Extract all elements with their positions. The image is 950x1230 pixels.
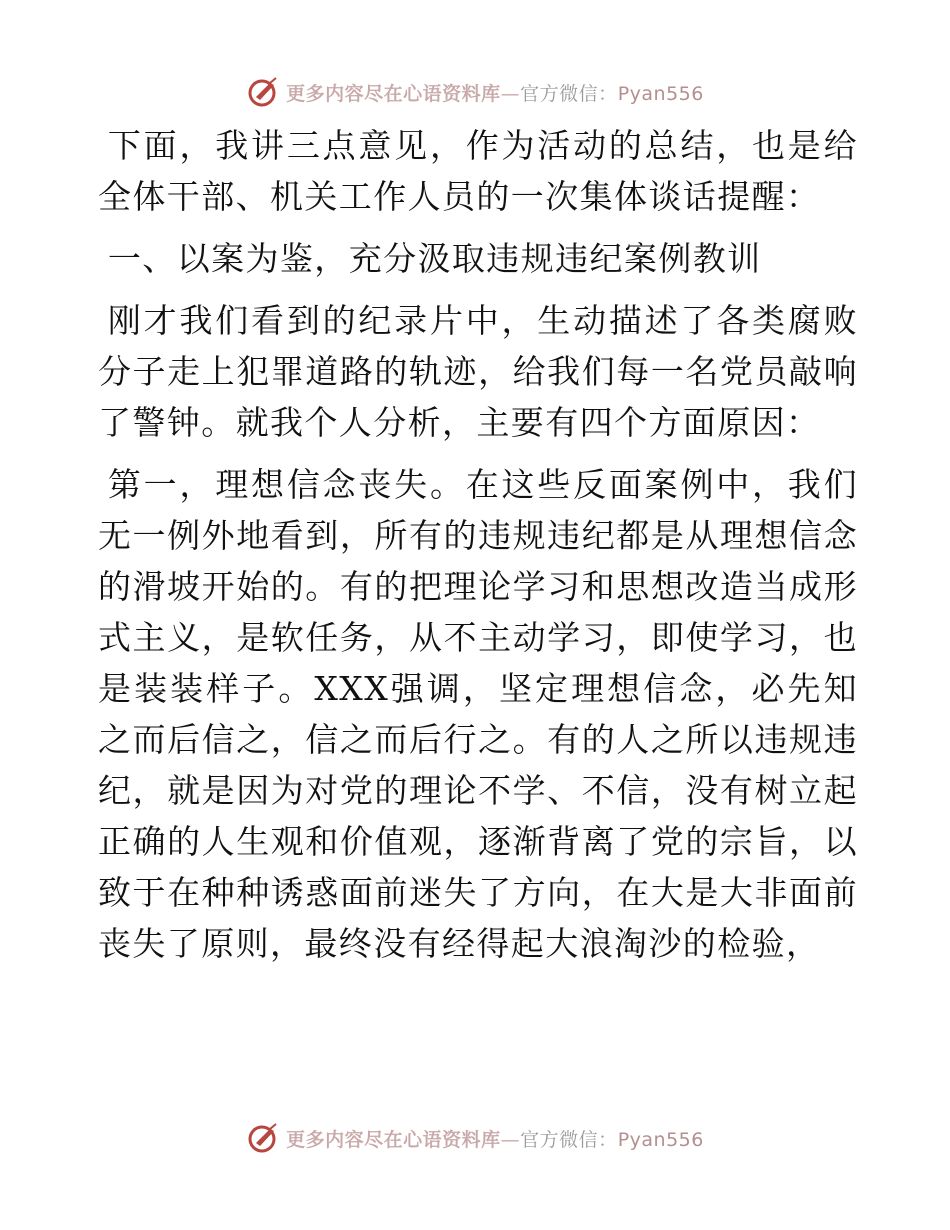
pen-circle-logo-icon xyxy=(246,1121,280,1155)
watermark-wechat-id: Pyan556 xyxy=(617,1128,704,1151)
paragraph-first-reason: 第一，理想信念丧失。在这些反面案例中，我们无一例外地看到，所有的违规违纪都是从理想信念的滑坡开始的。有的把理论学习和思想改造当成形式主义，是软任务，从不主动学习，即使学习，也是装装样子。XXX强调，坚定理想信念，必先知之而后信之，信之而后行之。有的人之所以违规违纪，就是因为对党的理论不学、不信，没有树立起正确的人生观和价值观，逐渐背离了党的宗旨，以致于在种种诱惑面前迷失了方向，在大是大非面前丧失了原则，最终没有经得起大浪淘沙的检验， xyxy=(98,465,858,963)
watermark-label: 官方微信： xyxy=(520,82,618,105)
pen-circle-logo-icon xyxy=(246,75,280,109)
watermark-separator: — xyxy=(500,82,521,105)
watermark-wechat-id: Pyan556 xyxy=(617,82,704,105)
watermark-label: 官方微信： xyxy=(520,1128,618,1151)
document-body xyxy=(98,120,858,969)
header-watermark xyxy=(0,72,950,112)
watermark-text xyxy=(286,79,704,106)
watermark-site: 更多内容尽在心语资料库 xyxy=(286,82,501,105)
footer-watermark xyxy=(0,1118,950,1158)
watermark-site: 更多内容尽在心语资料库 xyxy=(286,1128,501,1151)
watermark-separator: — xyxy=(500,1128,521,1151)
watermark-text xyxy=(286,1125,704,1152)
paragraph-intro: 下面，我讲三点意见，作为活动的总结，也是给全体干部、机关工作人员的一次集体谈话提醒： xyxy=(98,126,858,216)
section-heading: 一、以案为鉴，充分汲取违规违纪案例教训 xyxy=(107,239,762,278)
paragraph-documentary: 刚才我们看到的纪录片中，生动描述了各类腐败分子走上犯罪道路的轨迹，给我们每一名党员敲响了警钟。就我个人分析，主要有四个方面原因： xyxy=(98,301,858,442)
